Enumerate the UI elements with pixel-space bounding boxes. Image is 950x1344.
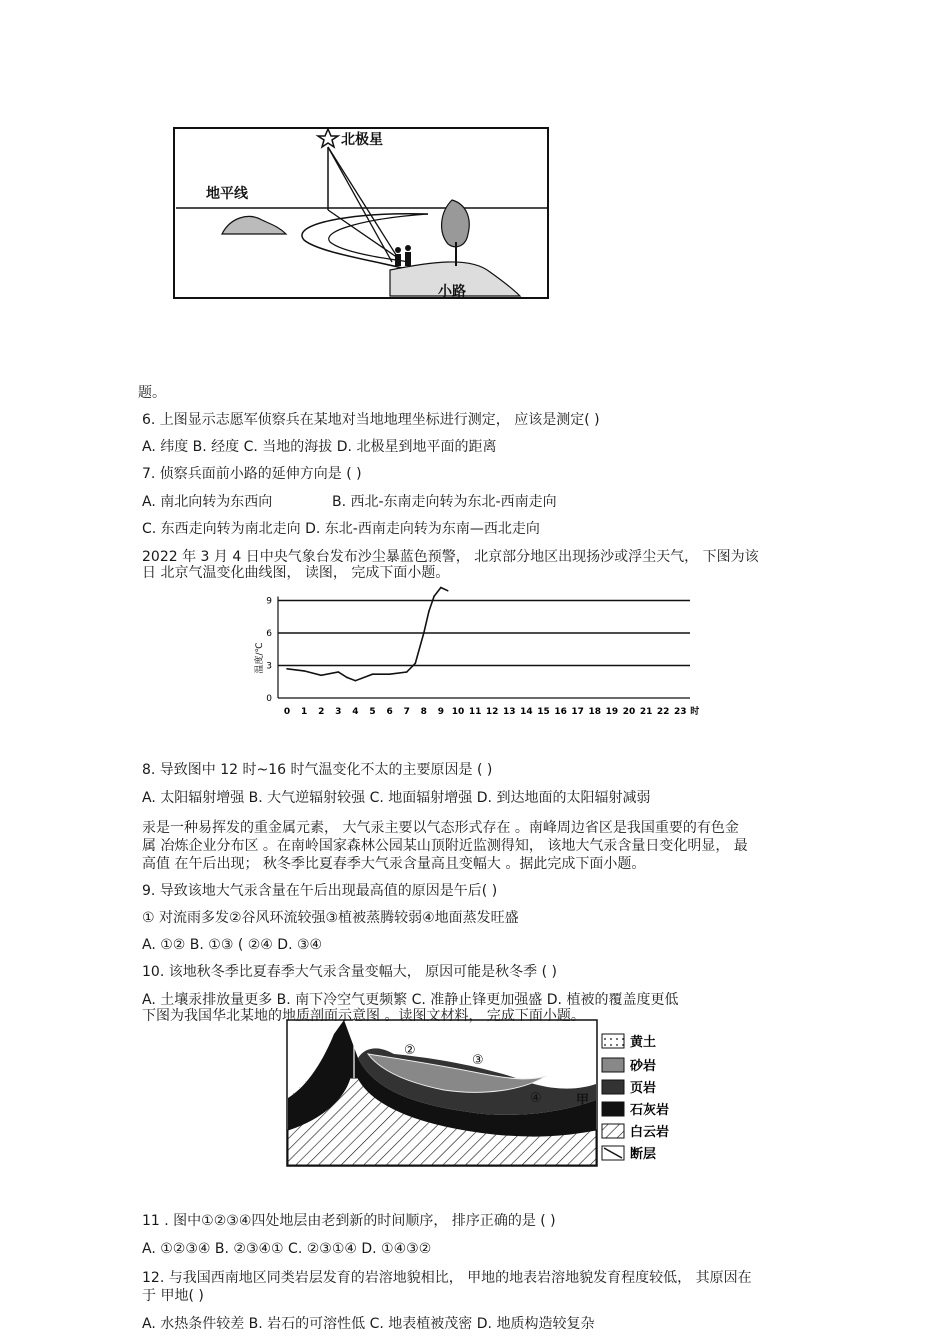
x-tick-label: 16 [554, 707, 567, 717]
intro-tail: 题。 [138, 385, 166, 401]
x-tick-label: 10 [451, 707, 465, 717]
question-6-stem: 6. 上图显示志愿军侦察兵在某地对当地地理坐标进行测定， 应该是测定( ) [142, 412, 600, 428]
question-8-stem: 8. 导致图中 12 时~16 时气温变化不太的主要原因是 ( ) [142, 762, 493, 778]
question-10-stem: 10. 该地秋冬季比夏春季大气汞含量变幅大， 原因可能是秋冬季 ( ) [142, 964, 557, 980]
legend [602, 1034, 669, 1162]
question-12-line-2: 于 甲地( ) [142, 1288, 204, 1304]
question-7-stem: 7. 侦察兵面前小路的延伸方向是 ( ) [142, 466, 362, 482]
data-point [433, 595, 435, 597]
data-point [372, 673, 374, 675]
polaris-observation-figure [170, 122, 552, 304]
passage-2-line-1: 2022 年 3 月 4 日中央气象台发布沙尘暴蓝色预警， 北京部分地区出现扬沙或浮尘天气， 下图为该 [142, 549, 759, 565]
legend-loess: 黄土 [630, 1035, 657, 1050]
x-tick-label: 20 [622, 707, 636, 717]
x-tick-label: 0 [283, 707, 291, 717]
x-tick-label: 12 [485, 707, 499, 717]
question-7-option-a: A. 南北向转为东西向 [142, 494, 273, 510]
question-9-statements: ① 对流雨多发②谷风环流较强③植被蒸腾较弱④地面蒸发旺盛 [142, 910, 519, 926]
question-9-options: A. ①② B. ①③ ( ②④ D. ③④ [142, 937, 323, 953]
temperature-line [287, 588, 448, 681]
question-7-options-cd: C. 东西走向转为南北走向 D. 东北-西南走向转为东南—西北走向 [142, 521, 540, 537]
x-tick-label: 17 [571, 707, 584, 717]
passage-3-line-2: 属 冶炼企业分布区 。在南岭国家森林公园某山顶附近监测得知， 该地大气汞含量日变化明显， 最 [142, 838, 748, 854]
legend-dolomite: 白云岩 [630, 1125, 670, 1140]
question-7-option-b: B. 西北-东南走向转为东北-西南走向 [332, 494, 557, 510]
marker-2: ② [404, 1043, 416, 1058]
passage-3-line-3: 高值 在午后出现； 秋冬季比夏春季大气汞含量高且变幅大 。据此完成下面小题。 [142, 856, 646, 872]
marker-4: ④ [530, 1091, 542, 1106]
data-point [303, 670, 305, 672]
question-10-options: A. 土壤汞排放量更多 B. 南下冷空气更频繁 C. 准静止锋更加强盛 D. 植被的覆盖度更低 [142, 992, 679, 1008]
legend-limestone: 石灰岩 [630, 1103, 670, 1118]
x-tick-label: 5 [369, 707, 376, 717]
y-tick-label: 6 [266, 629, 272, 639]
x-tick-label: 6 [386, 707, 393, 717]
x-tick-label: 15 [537, 707, 550, 717]
data-point [346, 677, 348, 679]
legend-shale: 页岩 [630, 1081, 657, 1096]
y-tick-label: 9 [266, 596, 272, 607]
x-tick-label: 3 [335, 707, 342, 717]
x-tick-label: 21 [639, 707, 653, 717]
question-12-options: A. 水热条件较差 B. 岩石的可溶性低 C. 地表植被茂密 D. 地质构造较复杂 [142, 1316, 595, 1332]
data-point [423, 632, 425, 634]
question-8-options: A. 太阳辐射增强 B. 大气逆辐射较强 C. 地面辐射增强 D. 到达地面的太阳辐射减弱 [142, 790, 651, 806]
x-tick-label: 11 [468, 707, 482, 717]
legend-fault: 断层 [630, 1147, 657, 1162]
x-tick-label: 13 [503, 707, 516, 717]
data-point [428, 611, 430, 613]
legend-sandstone: 砂岩 [630, 1059, 657, 1074]
observers-icon [395, 245, 411, 266]
x-tick-label: 8 [420, 707, 427, 717]
data-point [320, 674, 322, 676]
star-icon [318, 129, 338, 147]
x-tick-label: 22 [656, 707, 670, 717]
passage-3-line-1: 汞是一种易挥发的重金属元素， 大气汞主要以气态形式存在 。南峰周边省区是我国重要的有色金 [142, 820, 739, 836]
jia-label: 甲 [576, 1093, 590, 1108]
question-11-stem: 11 . 图中①②③④四处地层由老到新的时间顺序， 排序正确的是 ( ) [142, 1213, 556, 1229]
y-axis-label: 温度/℃ [255, 642, 265, 674]
x-tick-label: 4 [352, 707, 359, 717]
data-point [338, 671, 340, 673]
data-point [355, 680, 357, 682]
x-tick-label: 1 [300, 707, 308, 717]
tree-icon [442, 200, 470, 266]
x-tick-label: 19 [605, 707, 619, 717]
question-12-line-1: 12. 与我国西南地区同类岩层发育的岩溶地貌相比， 甲地的地表岩溶地貌发育程度较低， 其原因在 [142, 1270, 752, 1286]
question-9-stem: 9. 导致该地大气汞含量在午后出现最高值的原因是午后( ) [142, 883, 498, 899]
question-6-options: A. 纬度 B. 经度 C. 当地的海拔 D. 北极星到地平面的距离 [142, 439, 497, 455]
x-tick-label: 2 [318, 707, 325, 717]
y-tick-label: 3 [266, 661, 272, 672]
passage-4: 下图为我国华北某地的地质剖面示意图 。读图文材料， 完成下面小题。 [142, 1008, 585, 1024]
y-tick-label: 0 [266, 694, 272, 704]
question-11-options: A. ①②③④ B. ②③④① C. ②③①④ D. ①④③② [142, 1241, 432, 1257]
x-tick-label: 18 [588, 707, 602, 717]
data-point [389, 673, 391, 675]
path-label: 小路 [438, 284, 466, 300]
data-point [406, 671, 408, 673]
star-label: 北极星 [341, 132, 383, 148]
data-point [286, 668, 288, 670]
x-tick-label: 14 [520, 707, 533, 717]
data-point [440, 587, 442, 589]
x-axis-unit: 时 [690, 707, 700, 717]
x-tick-label: 7 [403, 707, 410, 717]
horizon-label: 地平线 [206, 186, 248, 202]
x-tick-label: 9 [437, 707, 445, 717]
x-tick-label: 23 [674, 707, 687, 717]
marker-3: ③ [472, 1053, 484, 1068]
passage-2-line-2: 日 北京气温变化曲线图， 读图， 完成下面小题。 [142, 565, 450, 581]
temperature-chart [250, 580, 720, 720]
geological-section-figure [284, 1018, 686, 1170]
data-point [414, 663, 416, 665]
data-point [447, 590, 449, 592]
